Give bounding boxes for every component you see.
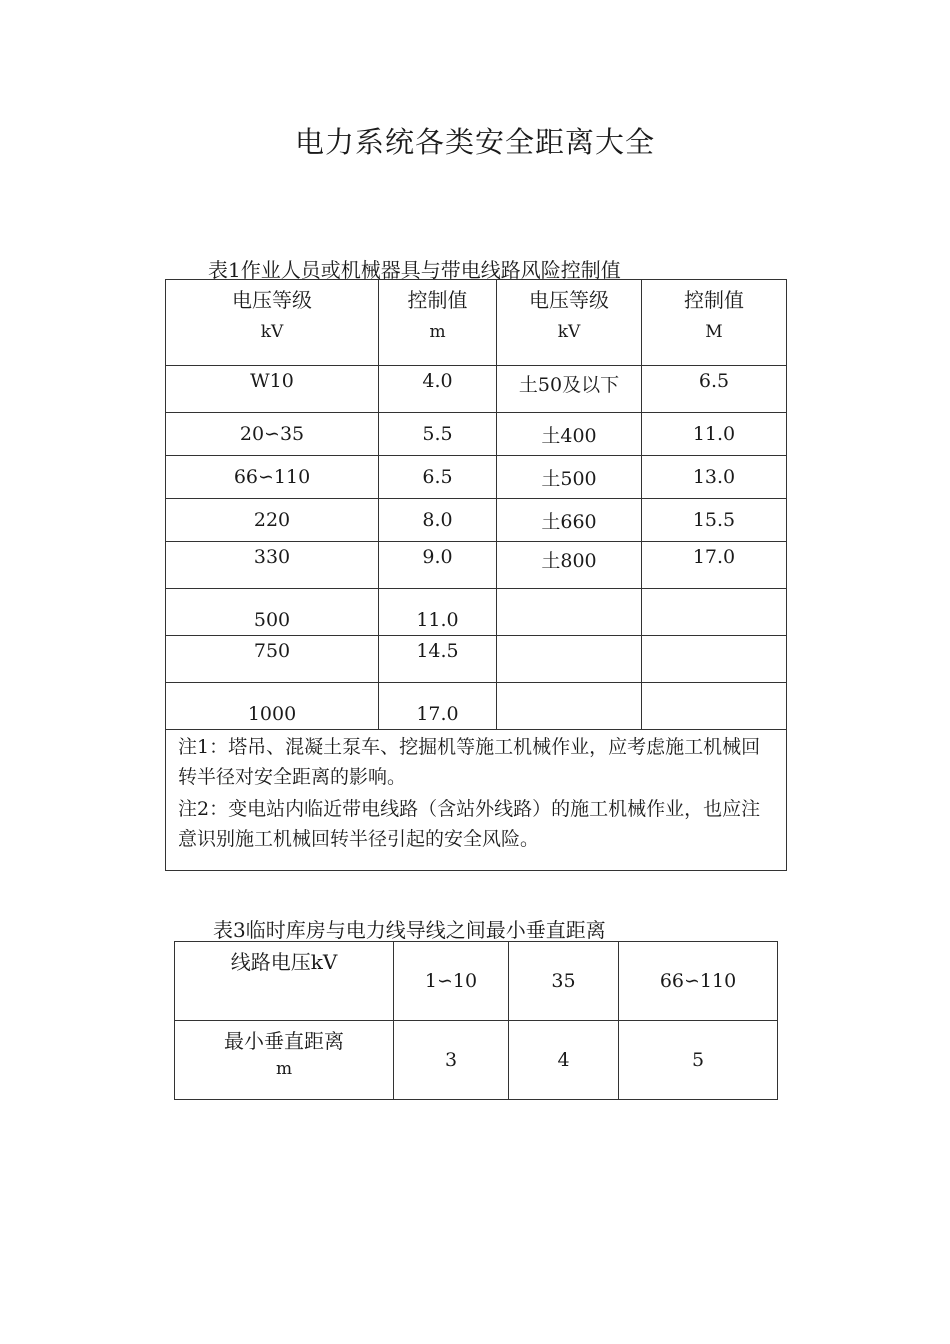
table-row — [166, 499, 787, 542]
table-row — [166, 456, 787, 499]
table-cell: 220 — [166, 499, 379, 542]
table-cell: 9.0 — [379, 542, 497, 589]
table-cell: 17.0 — [642, 542, 787, 589]
row-label-unit: m — [275, 1059, 293, 1079]
table-cell: 17.0 — [379, 683, 497, 730]
table-cell: 1∽10 — [394, 942, 509, 1021]
table-cell: 66∽110 — [619, 942, 778, 1021]
header-label: 控制值 — [407, 288, 468, 312]
note-2: 注2：变电站内临近带电线路（含站外线路）的施工机械作业，也应注意识别施工机械回转半径引起的安全风险。 — [178, 798, 761, 850]
table-row — [166, 683, 787, 730]
table-cell: 8.0 — [379, 499, 497, 542]
table-row — [166, 413, 787, 456]
header-unit: kV — [260, 322, 284, 342]
table-cell: 土800 — [497, 542, 642, 589]
table-cell: 5 — [619, 1021, 778, 1100]
table-cell — [642, 589, 787, 636]
table-cell: 土400 — [497, 413, 642, 456]
table-cell: 20∽35 — [166, 413, 379, 456]
table-cell: 4 — [509, 1021, 619, 1100]
row-label — [175, 1021, 394, 1100]
row-label — [175, 942, 394, 1021]
table-row — [166, 366, 787, 413]
header-cell — [379, 280, 497, 366]
header-unit: m — [429, 322, 446, 342]
table-cell: 土500 — [497, 456, 642, 499]
table-cell: 11.0 — [642, 413, 787, 456]
table3-caption: 表3临时库房与电力线导线之间最小垂直距离 — [213, 918, 606, 942]
table1-caption: 表1作业人员或机械器具与带电线路风险控制值 — [208, 258, 621, 282]
document-title: 电力系统各类安全距离大全 — [294, 125, 655, 159]
table-cell — [497, 636, 642, 683]
table-cell: 750 — [166, 636, 379, 683]
table-cell: 6.5 — [379, 456, 497, 499]
table-cell: 14.5 — [379, 636, 497, 683]
header-cell — [642, 280, 787, 366]
table-cell: 13.0 — [642, 456, 787, 499]
notes-row — [166, 730, 787, 871]
row-label-text: 线路电压kV — [230, 950, 338, 974]
risk-control-table — [165, 279, 787, 871]
table-cell: 66∽110 — [166, 456, 379, 499]
table-header-row — [166, 280, 787, 366]
table-cell: 3 — [394, 1021, 509, 1100]
table-cell — [497, 683, 642, 730]
table-row — [166, 636, 787, 683]
table-cell: 330 — [166, 542, 379, 589]
table-cell — [642, 683, 787, 730]
table-cell — [497, 589, 642, 636]
table-cell: 35 — [509, 942, 619, 1021]
header-unit: kV — [557, 322, 581, 342]
header-label: 控制值 — [684, 288, 744, 312]
note-1: 注1：塔吊、混凝土泵车、挖掘机等施工机械作业，应考虑施工机械回转半径对安全距离的影响。 — [178, 736, 761, 788]
table-cell: 土50及以下 — [497, 366, 642, 413]
table-row — [175, 942, 778, 1021]
table-row — [166, 542, 787, 589]
table-cell: 500 — [166, 589, 379, 636]
table-cell: 土660 — [497, 499, 642, 542]
table-cell: 4.0 — [379, 366, 497, 413]
table-cell: 1000 — [166, 683, 379, 730]
header-cell — [497, 280, 642, 366]
table-cell — [642, 636, 787, 683]
table-cell: 11.0 — [379, 589, 497, 636]
header-unit: M — [705, 322, 723, 342]
header-cell — [166, 280, 379, 366]
table-cell: 6.5 — [642, 366, 787, 413]
storage-clearance-table — [174, 941, 778, 1100]
notes-cell — [166, 730, 787, 871]
table-cell: 5.5 — [379, 413, 497, 456]
table-cell: 15.5 — [642, 499, 787, 542]
table-row — [166, 589, 787, 636]
table-row — [175, 1021, 778, 1100]
header-label: 电压等级 — [529, 288, 609, 312]
header-label: 电压等级 — [232, 288, 312, 312]
row-label-text: 最小垂直距离 — [224, 1029, 344, 1053]
table-cell: W10 — [166, 366, 379, 413]
